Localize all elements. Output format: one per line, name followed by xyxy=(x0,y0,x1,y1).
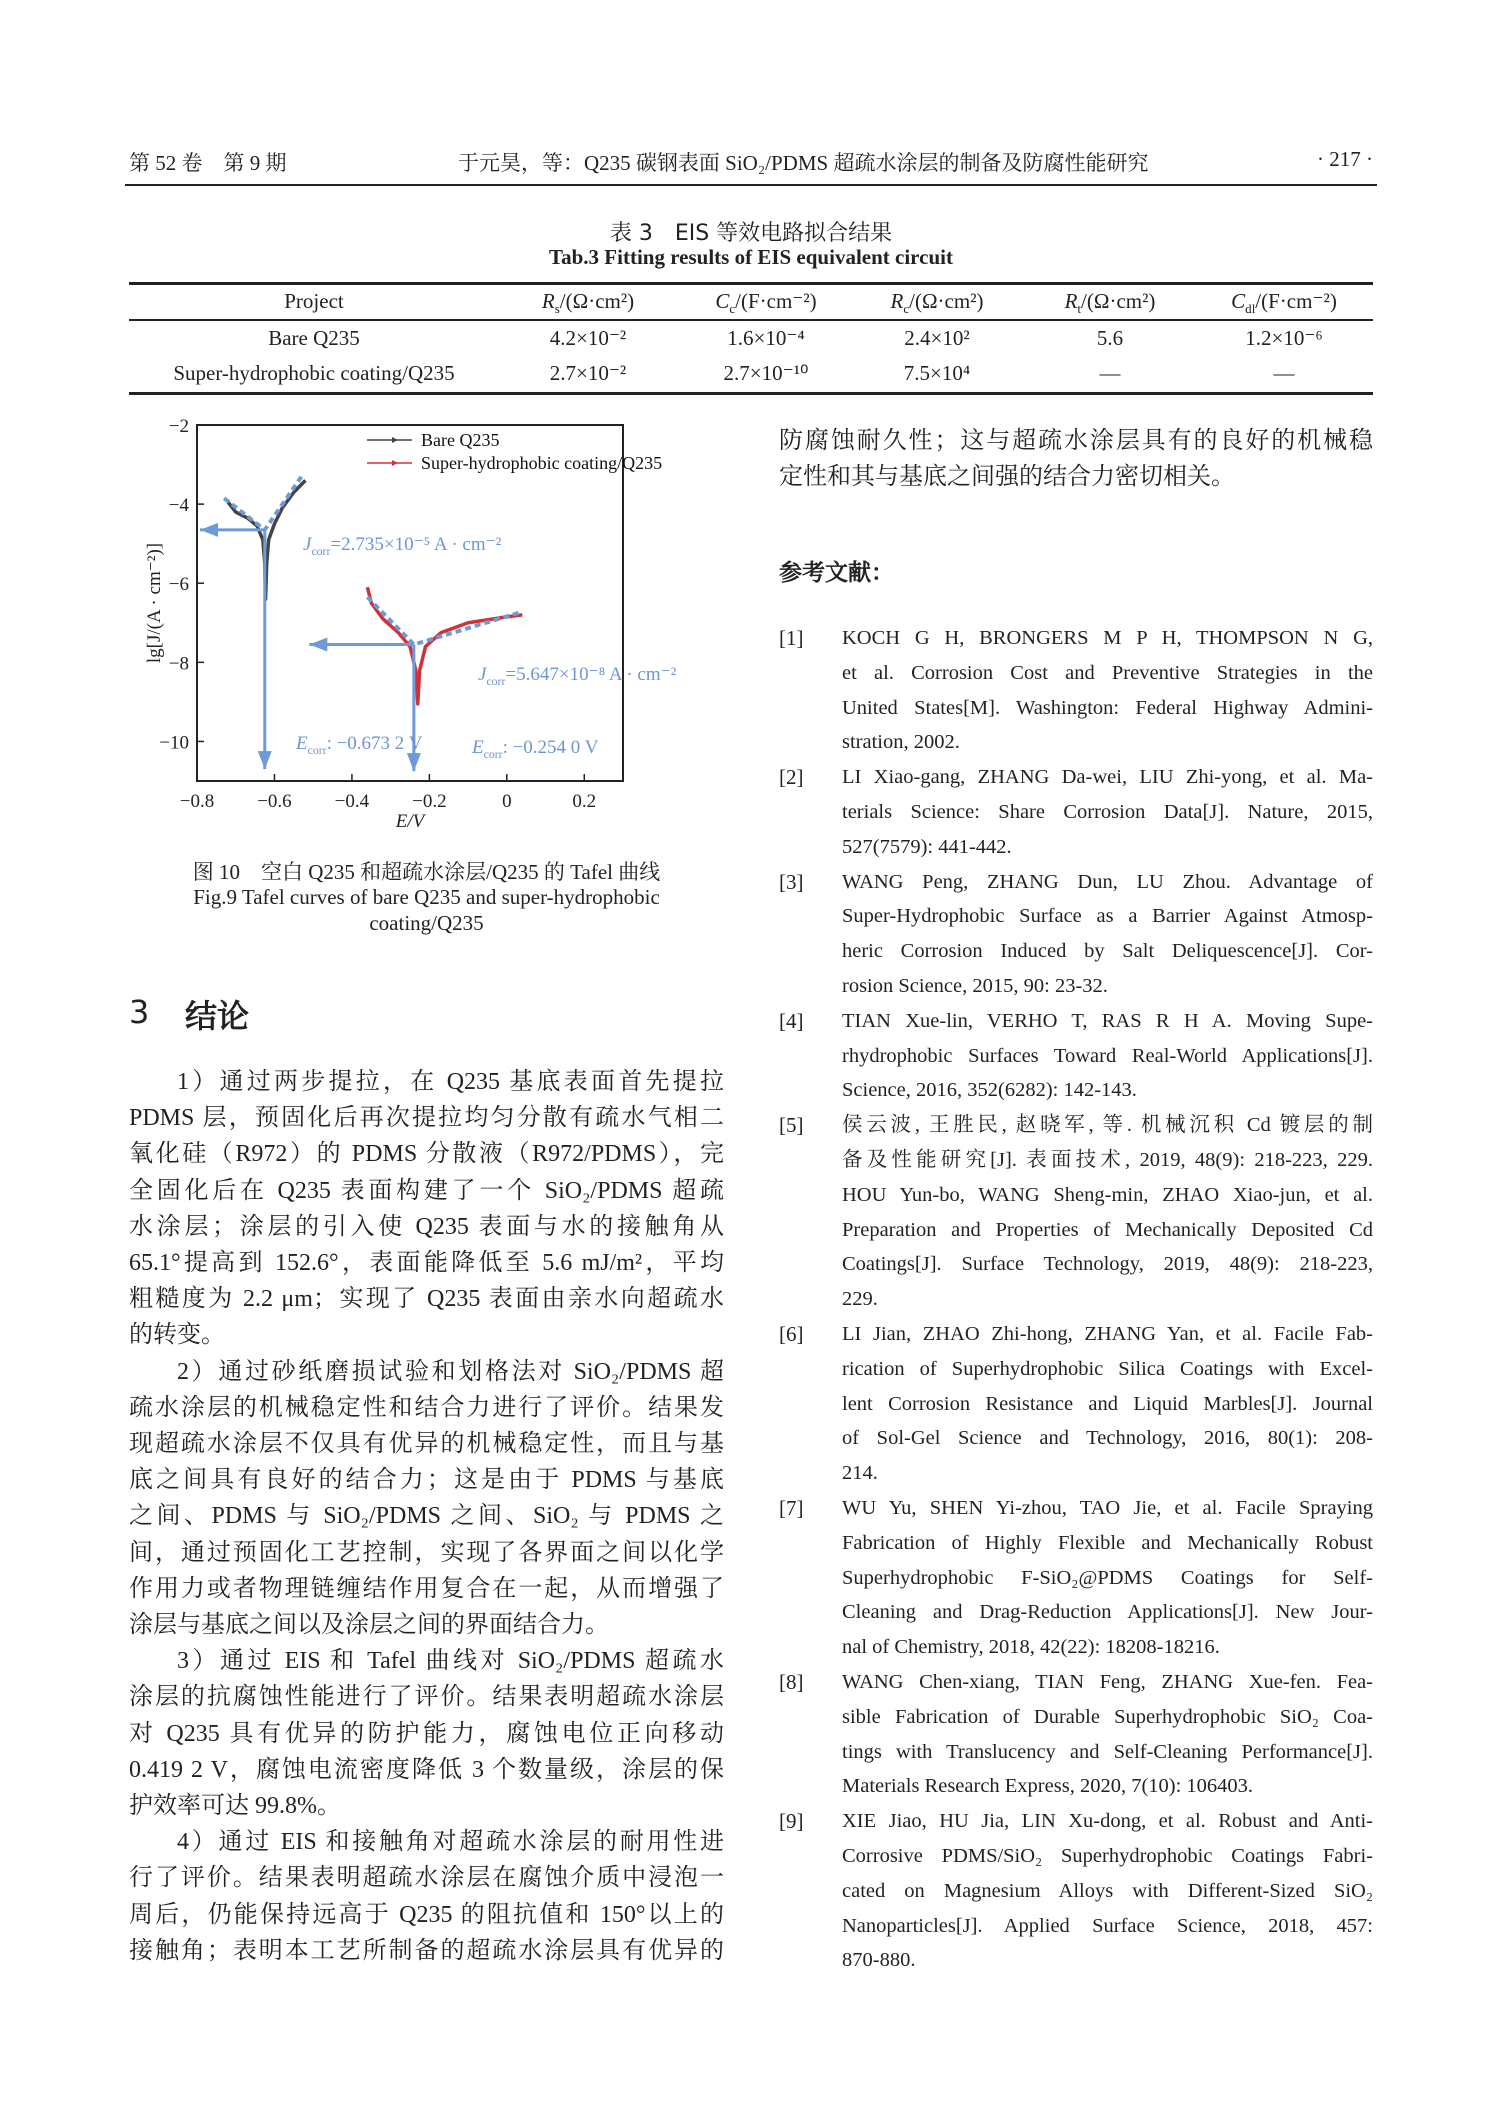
text-line: 65.1°提高到 152.6°，表面能降低至 5.6 mJ/m²，平均 xyxy=(129,1250,724,1276)
references-heading: 参考文献： xyxy=(779,560,894,586)
reference-line: tings with Translucency and Self-Cleaning Performance[J]. xyxy=(842,1740,1373,1763)
column-symbol: R xyxy=(541,289,555,313)
column-unit: /(F·cm⁻²) xyxy=(735,289,817,313)
x-tick-label: −0.2 xyxy=(412,791,447,812)
text-line: 之间、PDMS 与 SiO₂/PDMS 之间、SiO₂ 与 PDMS 之 xyxy=(129,1503,724,1530)
x-tick-label: −0.6 xyxy=(257,791,292,812)
column-unit: /(Ω·cm²) xyxy=(1081,289,1156,313)
page-number: · 217 · xyxy=(1317,147,1373,171)
ecorr-coating-annotation: $E_{corr}$: −0.254 0 V xyxy=(472,737,599,761)
reference-line: HOU Yun-bo, WANG Sheng-min, ZHAO Xiao-jun, et al. xyxy=(842,1183,1373,1206)
tafel-fit-line xyxy=(367,597,518,644)
y-tick-label: −10 xyxy=(159,732,189,754)
text-line: 的转变。 xyxy=(129,1322,225,1349)
y-axis-label: lg[J/(A · cm⁻²)] xyxy=(144,542,165,664)
table-cell: Bare Q235 xyxy=(268,326,360,350)
y-tick-label: −6 xyxy=(168,574,189,596)
text-line: 定性和其与基底之间强的结合力密切相关。 xyxy=(779,464,1235,490)
text-line: 4）通过 EIS 和接触角对超疏水涂层的耐用性进 xyxy=(177,1829,724,1856)
table-cell: — xyxy=(1099,361,1121,385)
reference-line: et al. Corrosion Cost and Preventive Strategies in the xyxy=(842,661,1373,684)
table-cell: 4.2×10⁻² xyxy=(549,326,627,350)
reference-number: [2] xyxy=(779,765,804,790)
table-cell: Super-hydrophobic coating/Q235 xyxy=(173,361,455,385)
reference-line: XIE Jiao, HU Jia, LIN Xu-dong, et al. Robust and Anti- xyxy=(842,1810,1373,1833)
reference-line: sible Fabrication of Durable Superhydrophobic SiO₂ Coa- xyxy=(842,1705,1373,1728)
table-cell: 2.7×10⁻² xyxy=(549,361,627,385)
reference-line: United States[M]. Washington: Federal Highway Admini- xyxy=(842,696,1373,719)
reference-line: Fabrication of Highly Flexible and Mechanically Robust xyxy=(842,1531,1373,1554)
text-line: 2）通过砂纸磨损试验和划格法对 SiO₂/PDMS 超 xyxy=(177,1358,724,1385)
reference-number: [4] xyxy=(779,1008,804,1033)
reference-line: Super-Hydrophobic Surface as a Barrier Against Atmosp- xyxy=(842,905,1373,928)
text-line: 水涂层；涂层的引入使 Q235 表面与水的接触角从 xyxy=(129,1213,724,1240)
reference-line: Superhydrophobic F-SiO₂@PDMS Coatings for Self- xyxy=(842,1566,1373,1589)
y-tick-label: −2 xyxy=(168,416,189,437)
text-line: 现超疏水涂层不仅具有优异的机械稳定性，而且与基 xyxy=(129,1431,724,1457)
column-unit: /(Ω·cm²) xyxy=(559,289,635,313)
table-cell: 2.7×10⁻¹⁰ xyxy=(723,361,809,385)
figure-caption-en: Fig.9 Tafel curves of bare Q235 and super-hydrophobic xyxy=(193,885,660,909)
figure-caption-en-2: coating/Q235 xyxy=(369,911,484,935)
jcorr-bare-annotation: $J_{corr}=2.735\times 10^{-5}$ A · cm⁻² xyxy=(303,534,502,558)
text-line: 1）通过两步提拉，在 Q235 基底表面首先提拉 xyxy=(177,1069,724,1095)
text-line: 疏水涂层的机械稳定性和结合力进行了评价。结果发 xyxy=(129,1394,724,1421)
reference-line: heric Corrosion Induced by Salt Deliquescence[J]. Cor- xyxy=(842,940,1373,963)
column-unit: /(Ω·cm²) xyxy=(909,289,984,313)
section-number: 3 xyxy=(129,993,150,1031)
text-line: 防腐蚀耐久性；这与超疏水涂层具有的良好的机械稳 xyxy=(779,428,1373,454)
column-unit: /(F·cm⁻²) xyxy=(1255,289,1337,313)
reference-line: 备及性能研究[J]. 表面技术, 2019, 48(9): 218-223, 229. xyxy=(842,1149,1373,1171)
text-line: PDMS 层，预固化后再次提拉均匀分散有疏水气相二 xyxy=(129,1105,724,1132)
reference-line: of Sol-Gel Science and Technology, 2016, 80(1): 208- xyxy=(842,1427,1373,1450)
reference-line: 侯云波, 王胜民, 赵晓军, 等. 机械沉积 Cd 镀层的制 xyxy=(842,1114,1373,1137)
column-symbol: C xyxy=(715,289,730,313)
text-line: 底之间具有良好的结合力；这是由于 PDMS 与基底 xyxy=(129,1467,724,1494)
reference-line: Corrosive PDMS/SiO₂ Superhydrophobic Coatings Fabri- xyxy=(842,1845,1373,1867)
table-cell: 1.2×10⁻⁶ xyxy=(1245,326,1323,350)
text-line: 周后，仍能保持远高于 Q235 的阻抗值和 150°以上的 xyxy=(129,1901,724,1928)
ecorr-arrow-bare-head xyxy=(258,751,272,769)
legend-label: Super-hydrophobic coating/Q235 xyxy=(421,453,663,473)
table-cell: 2.4×10² xyxy=(904,326,970,350)
reference-number: [3] xyxy=(779,869,804,894)
column-symbol: R xyxy=(890,289,904,313)
reference-line: Cleaning and Drag-Reduction Applications[J]. New Jour- xyxy=(842,1601,1373,1624)
text-line: 0.419 2 V，腐蚀电流密度降低 3 个数量级，涂层的保 xyxy=(129,1756,724,1783)
text-line: 涂层与基底之间以及涂层之间的界面结合力。 xyxy=(129,1612,609,1638)
text-line: 涂层的抗腐蚀性能进行了评价。结果表明超疏水涂层 xyxy=(129,1684,724,1711)
reference-line: 214. xyxy=(842,1462,878,1485)
reference-line: lent Corrosion Resistance and Liquid Marbles[J]. Journal xyxy=(842,1392,1373,1415)
x-axis-label: E/V xyxy=(395,811,425,832)
column-symbol: C xyxy=(1231,289,1246,313)
column-subscript: c xyxy=(903,301,910,317)
plot-frame xyxy=(197,425,623,781)
reference-line: rication of Superhydrophobic Silica Coatings with Excel- xyxy=(842,1357,1373,1380)
reference-line: Coatings[J]. Surface Technology, 2019, 48(9): 218-223, xyxy=(842,1253,1373,1276)
reference-line: 527(7579): 441-442. xyxy=(842,835,1012,858)
legend-marker xyxy=(392,437,398,443)
reference-line: 870-880. xyxy=(842,1949,916,1972)
reference-number: [1] xyxy=(779,626,804,650)
y-tick-label: −4 xyxy=(168,495,189,517)
jcorr-arrow-bare-head xyxy=(200,523,218,537)
ecorr-arrow-coating-head xyxy=(407,753,421,771)
reference-line: TIAN Xue-lin, VERHO T, RAS R H A. Moving Supe- xyxy=(842,1009,1373,1032)
reference-line: cated on Magnesium Alloys with Different-Sized SiO₂ xyxy=(842,1879,1373,1902)
text-line: 粗糙度为 2.2 μm；实现了 Q235 表面由亲水向超疏水 xyxy=(129,1286,724,1313)
reference-line: LI Jian, ZHAO Zhi-hong, ZHANG Yan, et al. Facile Fab- xyxy=(842,1323,1373,1345)
reference-number: [8] xyxy=(779,1670,804,1694)
legend-label: Bare Q235 xyxy=(421,430,500,450)
reference-number: [7] xyxy=(779,1496,804,1520)
reference-line: Nanoparticles[J]. Applied Surface Science, 2018, 457: xyxy=(842,1914,1373,1937)
jcorr-coating-annotation: $J_{corr}=5.647\times 10^{-8}$ A · cm⁻² xyxy=(478,664,677,688)
reference-line: Preparation and Properties of Mechanically Deposited Cd xyxy=(842,1218,1373,1241)
jcorr-arrow-coating-head xyxy=(309,638,327,652)
x-tick-label: −0.8 xyxy=(179,791,215,812)
reference-line: rhydrophobic Surfaces Toward Real-World Applications[J]. xyxy=(842,1044,1373,1067)
y-tick-label: −8 xyxy=(168,653,189,675)
ecorr-bare-annotation: $E_{corr}$: −0.673 2 V xyxy=(296,733,423,757)
figure-caption-cn: 图 10 空白 Q235 和超疏水涂层/Q235 的 Tafel 曲线 xyxy=(192,860,661,884)
reference-line: stration, 2002. xyxy=(842,731,960,754)
text-line: 全固化后在 Q235 表面构建了一个 SiO₂/PDMS 超疏 xyxy=(129,1177,724,1204)
reference-line: WANG Peng, ZHANG Dun, LU Zhou. Advantage of xyxy=(842,870,1373,893)
reference-line: KOCH G H, BRONGERS M P H, THOMPSON N G, xyxy=(842,627,1373,649)
text-line: 3）通过 EIS 和 Tafel 曲线对 SiO₂/PDMS 超疏水 xyxy=(177,1648,724,1675)
text-line: 行了评价。结果表明超疏水涂层在腐蚀介质中浸泡一 xyxy=(129,1865,724,1892)
text-line: 作用力或者物理链缠结作用复合在一起，从而增强了 xyxy=(129,1575,724,1602)
text-line: 护效率可达 99.8%。 xyxy=(129,1793,341,1819)
legend-marker xyxy=(392,460,398,466)
text-line: 间，通过预固化工艺控制，实现了各界面之间以化学 xyxy=(129,1539,724,1566)
tafel-fit-line xyxy=(224,476,301,529)
reference-line: Materials Research Express, 2020, 7(10): 106403. xyxy=(842,1775,1254,1798)
table-cell: 1.6×10⁻⁴ xyxy=(727,326,805,350)
column-subscript: s xyxy=(554,301,560,317)
x-tick-label: 0.2 xyxy=(572,791,597,812)
column-label: Project xyxy=(284,289,344,313)
text-line: 氧化硅（R972）的 PDMS 分散液（R972/PDMS），完 xyxy=(129,1141,724,1168)
reference-line: Science, 2016, 352(6282): 142-143. xyxy=(842,1079,1137,1102)
table-title-cn: 表 3 EIS 等效电路拟合结果 xyxy=(609,221,893,246)
table-cell: 5.6 xyxy=(1096,326,1124,350)
x-tick-label: 0 xyxy=(502,791,512,812)
table-cell: 7.5×10⁴ xyxy=(903,361,971,385)
journal-issue: 第 52 卷 第 9 期 xyxy=(129,151,287,175)
reference-number: [9] xyxy=(779,1809,804,1834)
section-title: 结论 xyxy=(185,997,250,1035)
column-subscript: dl xyxy=(1245,301,1256,317)
reference-line: nal of Chemistry, 2018, 42(22): 18208-18216. xyxy=(842,1636,1220,1659)
text-line: 接触角；表明本工艺所制备的超疏水涂层具有优异的 xyxy=(129,1937,724,1964)
x-tick-label: −0.4 xyxy=(334,791,370,812)
running-title: 于元昊，等：Q235 碳钢表面 SiO₂/PDMS 超疏水涂层的制备及防腐性能研究 xyxy=(458,151,1149,175)
reference-line: LI Xiao-gang, ZHANG Da-wei, LIU Zhi-yong, et al. Ma- xyxy=(842,766,1373,789)
reference-line: WU Yu, SHEN Yi-zhou, TAO Jie, et al. Facile Spraying xyxy=(842,1497,1373,1519)
column-subscript: t xyxy=(1077,301,1082,317)
reference-line: 229. xyxy=(842,1288,878,1311)
table-cell: — xyxy=(1273,361,1295,385)
series-line-bare-q235 xyxy=(228,480,305,599)
reference-number: [5] xyxy=(779,1113,804,1138)
column-symbol: R xyxy=(1064,289,1078,313)
table-title-en: Tab.3 Fitting results of EIS equivalent circuit xyxy=(549,245,953,269)
reference-line: rosion Science, 2015, 90: 23-32. xyxy=(842,975,1108,997)
reference-line: WANG Chen-xiang, TIAN Feng, ZHANG Xue-fen. Fea- xyxy=(842,1671,1373,1693)
column-subscript: c xyxy=(729,301,736,317)
text-line: 对 Q235 具有优异的防护能力，腐蚀电位正向移动 xyxy=(129,1720,724,1747)
reference-number: [6] xyxy=(779,1322,804,1346)
reference-line: terials Science: Share Corrosion Data[J]. Nature, 2015, xyxy=(842,801,1373,823)
